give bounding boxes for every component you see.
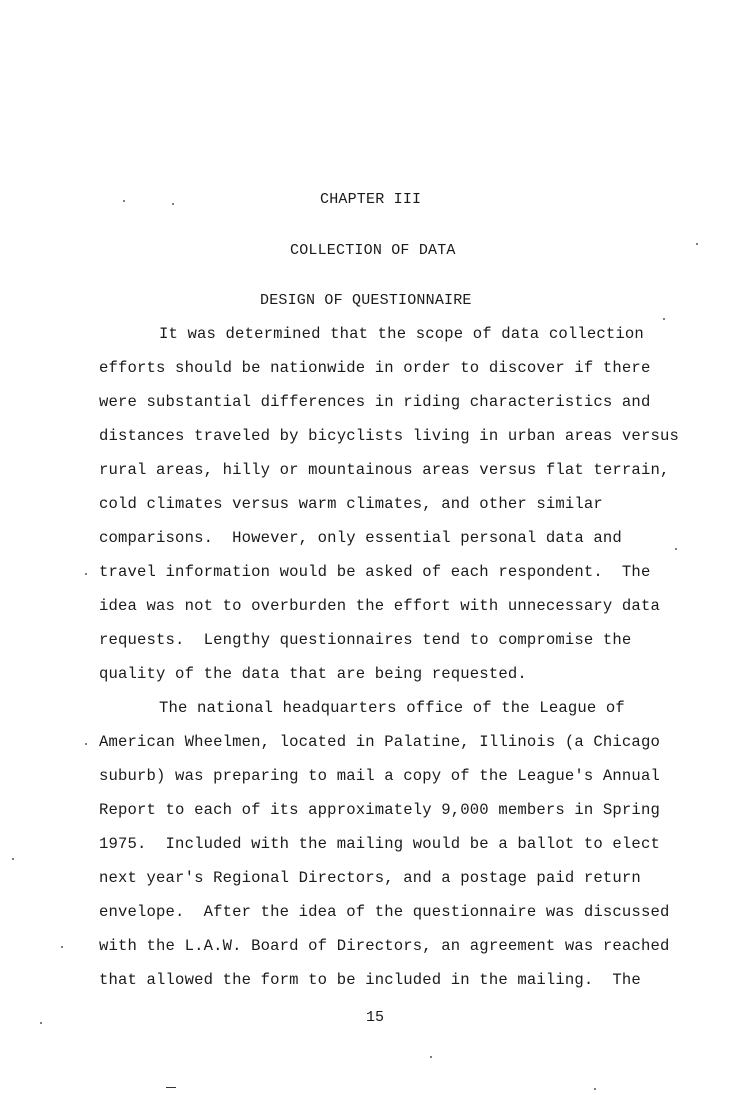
text-line: idea was not to overburden the effort with unnecessary data	[99, 597, 660, 615]
text-line: requests. Lengthy questionnaires tend to compromise the	[99, 631, 632, 649]
section-heading: DESIGN OF QUESTIONNAIRE	[260, 292, 472, 309]
chapter-heading: CHAPTER III	[320, 191, 422, 208]
scan-speck	[696, 243, 698, 245]
scan-speck	[12, 858, 14, 860]
scan-speck	[172, 203, 174, 205]
text-line: American Wheelmen, located in Palatine, Illinois (a Chicago	[99, 733, 660, 751]
text-line: with the L.A.W. Board of Directors, an agreement was reached	[99, 937, 670, 955]
scan-speck	[430, 1056, 432, 1058]
scan-speck	[61, 946, 63, 948]
text-line: 1975. Included with the mailing would be a ballot to elect	[99, 835, 660, 853]
text-line: envelope. After the idea of the questionnaire was discussed	[99, 903, 670, 921]
text-line: distances traveled by bicyclists living in urban areas versus	[99, 427, 679, 445]
text-line: next year's Regional Directors, and a postage paid return	[99, 869, 641, 887]
text-line: It was determined that the scope of data collection	[159, 325, 644, 343]
text-line: comparisons. However, only essential personal data and	[99, 529, 622, 547]
text-line: efforts should be nationwide in order to discover if there	[99, 359, 651, 377]
text-line: suburb) was preparing to mail a copy of the League's Annual	[99, 767, 660, 785]
scan-mark	[166, 1087, 176, 1088]
text-line: The national headquarters office of the League of	[159, 699, 625, 717]
text-line: were substantial differences in riding characteristics and	[99, 393, 651, 411]
text-line: cold climates versus warm climates, and other similar	[99, 495, 603, 513]
text-line: quality of the data that are being requested.	[99, 665, 527, 683]
scan-speck	[675, 548, 677, 550]
chapter-title: COLLECTION OF DATA	[290, 242, 456, 259]
text-line: travel information would be asked of each respondent. The	[99, 563, 651, 581]
scan-speck	[40, 1022, 42, 1024]
scan-speck	[594, 1088, 596, 1090]
text-line: rural areas, hilly or mountainous areas versus flat terrain,	[99, 461, 670, 479]
page-number: 15	[366, 1009, 385, 1026]
scan-speck	[85, 743, 87, 745]
text-line: that allowed the form to be included in the mailing. The	[99, 971, 641, 989]
scan-speck	[85, 573, 87, 575]
text-line: Report to each of its approximately 9,000 members in Spring	[99, 801, 660, 819]
scan-speck	[123, 200, 125, 202]
scan-speck	[663, 318, 665, 320]
